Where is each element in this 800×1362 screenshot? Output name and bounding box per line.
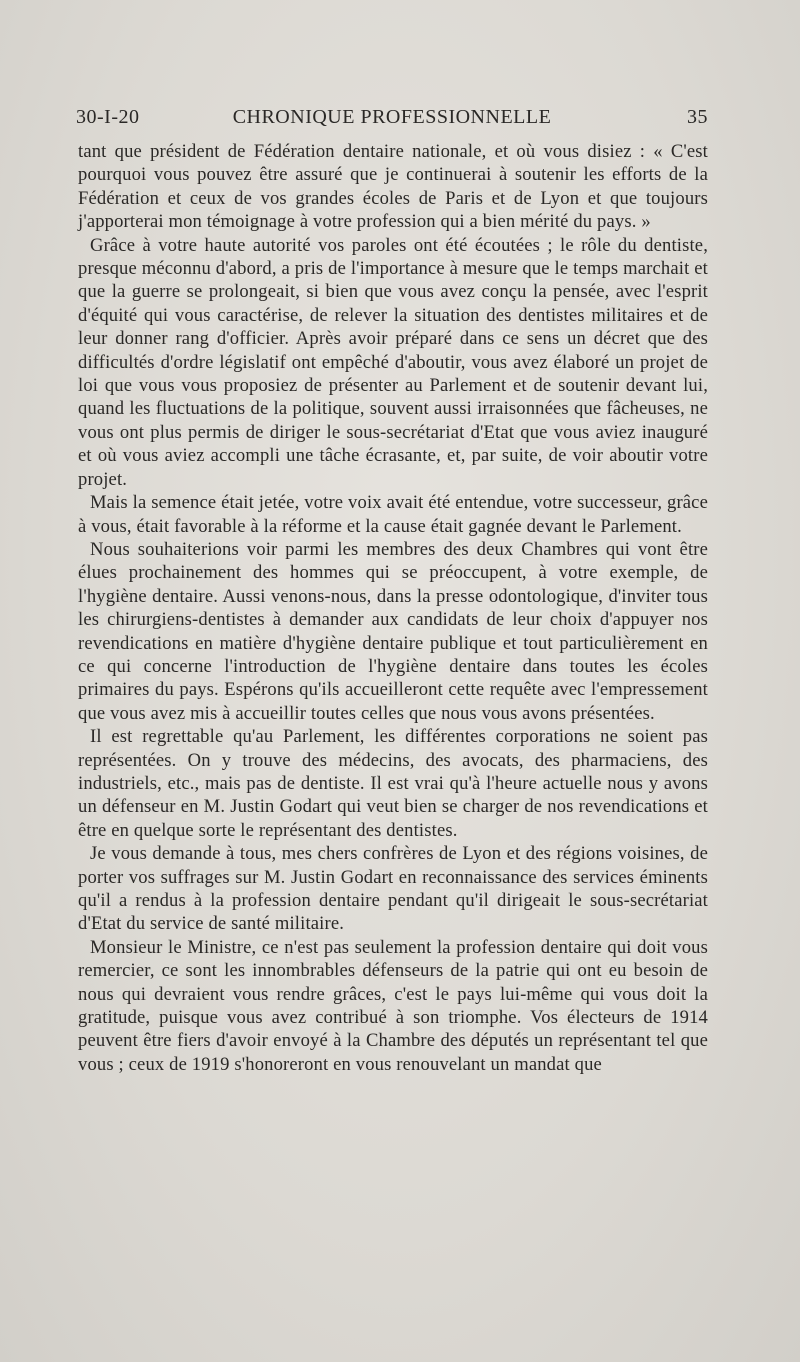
running-header (76, 106, 708, 136)
paragraph-6: Je vous demande à tous, mes chers confrères de Lyon et des régions voisines, de porter vos suffrages sur M. Justin Godart en reconnaissance des services éminents qu'il a rendus à la profession dentaire pendant qu'il dirigeait le sous-secrétariat d'Etat du service de santé militaire. (78, 843, 708, 935)
paragraph-4: Nous souhaiterions voir parmi les membres des deux Chambres qui vont être élues prochainement des hommes qui se préoccupent, à votre exemple, de l'hygiène dentaire. Aussi venons-nous, dans la presse odontologique, d'inviter tous les chirurgiens-dentistes à demander aux candidats de leur choix d'appuyer nos revendications en matière d'hygiène dentaire publique et tout particulièrement en ce qui concerne l'introduction de l'hygiène dentaire dans toutes les écoles primaires du pays. Espérons qu'ils accueilleront cette requête avec l'empressement que vous avez mis à accueillir toutes celles que nous vous avons présentées. (78, 538, 708, 724)
page-number: 35 (687, 106, 708, 128)
body-text (78, 140, 708, 1076)
header-title: CHRONIQUE PROFESSIONNELLE (232, 106, 552, 128)
paragraph-7: Monsieur le Ministre, ce n'est pas seulement la profession dentaire qui doit vous remercier, ce sont les innombrables défenseurs de la patrie qui ont eu besoin de nous qui devraient vous rendre grâces, c'est le pays lui-même qui vous doit la gratitude, puisque vous avez contribué à son triomphe. Vos électeurs de 1914 peuvent être fiers d'avoir envoyé à la Chambre des députés un représentant tel que vous ; ceux de 1919 s'honoreront en vous renouvelant un mandat que (78, 936, 708, 1075)
header-date: 30-I-20 (76, 106, 140, 128)
paragraph-3: Mais la semence était jetée, votre voix avait été entendue, votre successeur, grâce à vous, était favorable à la réforme et la cause était gagnée devant le Parlement. (78, 492, 708, 537)
paragraph-5: Il est regrettable qu'au Parlement, les différentes corporations ne soient pas représentées. On y trouve des médecins, des avocats, des pharmaciens, des industriels, etc., mais pas de dentiste. Il est vrai qu'à l'heure actuelle nous y avons un défenseur en M. Justin Godart qui veut bien se charger de nos revendications et être en quelque sorte le représentant des dentistes. (78, 726, 708, 841)
paragraph-1: tant que président de Fédération dentaire nationale, et où vous disiez : « C'est pourquoi vous pouvez être assuré que je continuerai à soutenir les efforts de la Fédération et ceux de vos grandes écoles de Paris et de Lyon et que toujours j'apporterai mon témoignage à votre profession qui a bien mérité du pays. » (78, 141, 708, 233)
paragraph-2: Grâce à votre haute autorité vos paroles ont été écoutées ; le rôle du dentiste, presque méconnu d'abord, a pris de l'importance à mesure que le temps marchait et que la guerre se prolongeait, si bien que vous avez conçu la pensée, avec l'esprit d'équité qui vous caractérise, de relever la situation des dentistes militaires et de leur donner rang d'officier. Après avoir préparé dans ce sens un décret que des difficultés d'ordre législatif ont empêché d'aboutir, vous avez élaboré un projet de loi que vous vous proposiez de présenter au Parlement et de soutenir devant lui, quand les fluctuations de la politique, souvent aussi irraisonnées que fâcheuses, ne vous ont plus permis de diriger le sous-secrétariat d'Etat que vous aviez inauguré et où vous aviez accompli une tâche écrasante, et, par suite, de voir aboutir votre projet. (78, 234, 708, 490)
